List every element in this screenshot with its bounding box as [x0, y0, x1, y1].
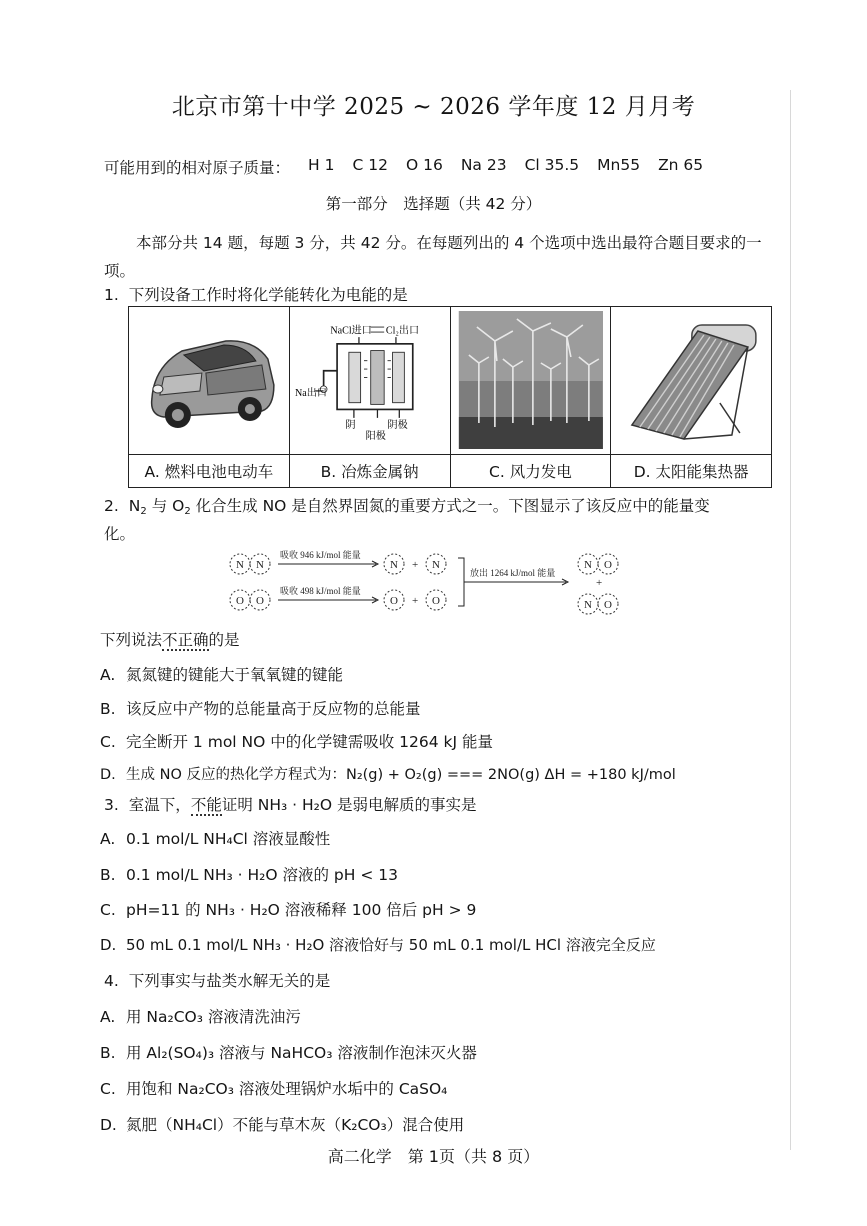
q2-option-a: A. 氮氮键的键能大于氧氧键的键能: [100, 666, 344, 684]
q4-option-c: C. 用饱和 Na₂CO₃ 溶液处理锅炉水垢中的 CaSO₄: [100, 1080, 448, 1098]
question-number: 1.: [104, 286, 119, 304]
wind-farm-image: [451, 307, 611, 453]
emphasis-cannot: 不能: [190, 796, 222, 814]
q1-option-b: B. 冶炼金属钠: [289, 454, 450, 487]
atom-o: O: [256, 595, 264, 607]
q2-option-b: B. 该反应中产物的总能量高于反应物的总能量: [100, 700, 421, 718]
q3-option-a: A. 0.1 mol/L NH₄Cl 溶液显酸性: [100, 830, 331, 848]
cathode-right-label: 阴极: [387, 420, 408, 432]
svg-text:N: N: [390, 559, 398, 571]
question-2-stem-line1: 2. $N_2$ 与 $O_2$ 化合生成 NO 是自然界固氮的重要方式之一。下图显示了该反应中的能量变: [104, 497, 710, 517]
cl2-outlet-label: Cl₂出口: [385, 326, 419, 338]
mass-item: Na 23: [460, 156, 507, 174]
fuel-cell-car-image: [129, 307, 289, 453]
svg-text:+: +: [412, 595, 419, 607]
atom-o: O: [236, 595, 244, 607]
question-2-prompt: 下列说法不正确的是: [100, 631, 240, 649]
question-3-stem: 3. 室温下，不能证明 NH₃ · H₂O 是弱电解质的事实是: [104, 796, 477, 814]
q3-option-c: C. pH=11 的 NH₃ · H₂O 溶液稀释 100 倍后 pH > 9: [100, 901, 477, 919]
part-one-intro: 本部分共 14 题，每题 3 分，共 42 分。在每题列出的 4 个选项中选出最符合题目要求的一项。: [104, 234, 762, 280]
energy-change-diagram: [226, 546, 636, 618]
mass-item: Mn55: [597, 156, 641, 174]
n2-absorb-label: 吸收 946 kJ/mol 能量: [280, 550, 361, 560]
question-text: 下列设备工作时将化学能转化为电能的是: [128, 286, 408, 304]
q1-image-c: [450, 307, 611, 455]
cathode-left-label: 阴: [345, 420, 356, 432]
q4-option-b: B. 用 Al₂(SO₄)₃ 溶液与 NaHCO₃ 溶液制作泡沫灭火器: [100, 1044, 477, 1062]
atom-n: N: [236, 559, 244, 571]
question-1-stem: [104, 283, 408, 305]
mass-item: Zn 65: [658, 156, 704, 174]
q1-option-a: A. 燃料电池电动车: [129, 454, 290, 487]
q1-device-table: [128, 306, 772, 488]
solar-water-heater-image: [611, 307, 771, 453]
q3-option-d: D. 50 mL 0.1 mol/L NH₃ · H₂O 溶液恰好与 50 mL 0.1 mol/L HCl 溶液完全反应: [100, 936, 656, 954]
svg-text:+: +: [412, 559, 419, 571]
question-4-stem: 4. 下列事实与盐类水解无关的是: [104, 972, 331, 990]
q4-option-a: A. 用 Na₂CO₃ 溶液清洗油污: [100, 1008, 301, 1026]
question-number: 2.: [104, 497, 119, 515]
mass-item: C 12: [352, 156, 388, 174]
svg-text:N: N: [432, 559, 440, 571]
mass-item: Cl 35.5: [524, 156, 580, 174]
mass-item: H 1: [308, 156, 335, 174]
svg-text:N: N: [584, 559, 592, 571]
q1-option-d: D. 太阳能集热器: [611, 454, 772, 487]
q2-option-d: D. 生成 NO 反应的热化学方程式为：N₂(g) + O₂(g) === 2NO(g) ΔH = +180 kJ/mol: [100, 767, 676, 783]
o2-absorb-label: 吸收 498 kJ/mol 能量: [280, 586, 361, 596]
q1-image-a: [129, 307, 290, 455]
svg-text:N: N: [584, 599, 592, 611]
q2-option-c: C. 完全断开 1 mol NO 中的化学键需吸收 1264 kJ 能量: [100, 733, 494, 751]
page-footer: 高二化学 第 1页（共 8 页）: [327, 1147, 540, 1166]
mass-item: O 16: [405, 156, 443, 174]
q1-image-d: [611, 307, 772, 455]
scan-edge-line: [790, 90, 791, 1150]
exam-title: 北京市第十中学 2025 ~ 2026 学年度 12 月月考: [171, 94, 696, 120]
release-label: 放出 1264 kJ/mol 能量: [470, 568, 556, 578]
part-one-heading: 第一部分 选择题（共 42 分）: [325, 195, 542, 213]
anode-label: 阳极: [365, 431, 386, 443]
svg-text:O: O: [604, 559, 612, 571]
q1-image-b: [289, 307, 450, 455]
nacl-inlet-label: NaCl进口: [330, 326, 372, 338]
question-2-stem-line2: 化。: [104, 525, 136, 543]
svg-text:+: +: [596, 577, 603, 589]
svg-text:O: O: [432, 595, 440, 607]
sodium-smelting-diagram: [290, 307, 450, 453]
emphasis-not-correct: 不正确: [162, 631, 209, 649]
na-outlet-label: Na出口: [294, 388, 327, 400]
atomic-masses-line: [104, 156, 774, 178]
q4-option-d: D. 氮肥（NH₄Cl）不能与草木灰（K₂CO₃）混合使用: [100, 1116, 465, 1134]
svg-text:O: O: [390, 595, 398, 607]
svg-text:O: O: [604, 599, 612, 611]
q1-option-c: C. 风力发电: [450, 454, 611, 487]
q3-option-b: B. 0.1 mol/L NH₃ · H₂O 溶液的 pH < 13: [100, 866, 398, 884]
atom-n: N: [256, 559, 264, 571]
atomic-masses-label: 可能用到的相对原子质量：: [104, 159, 291, 177]
